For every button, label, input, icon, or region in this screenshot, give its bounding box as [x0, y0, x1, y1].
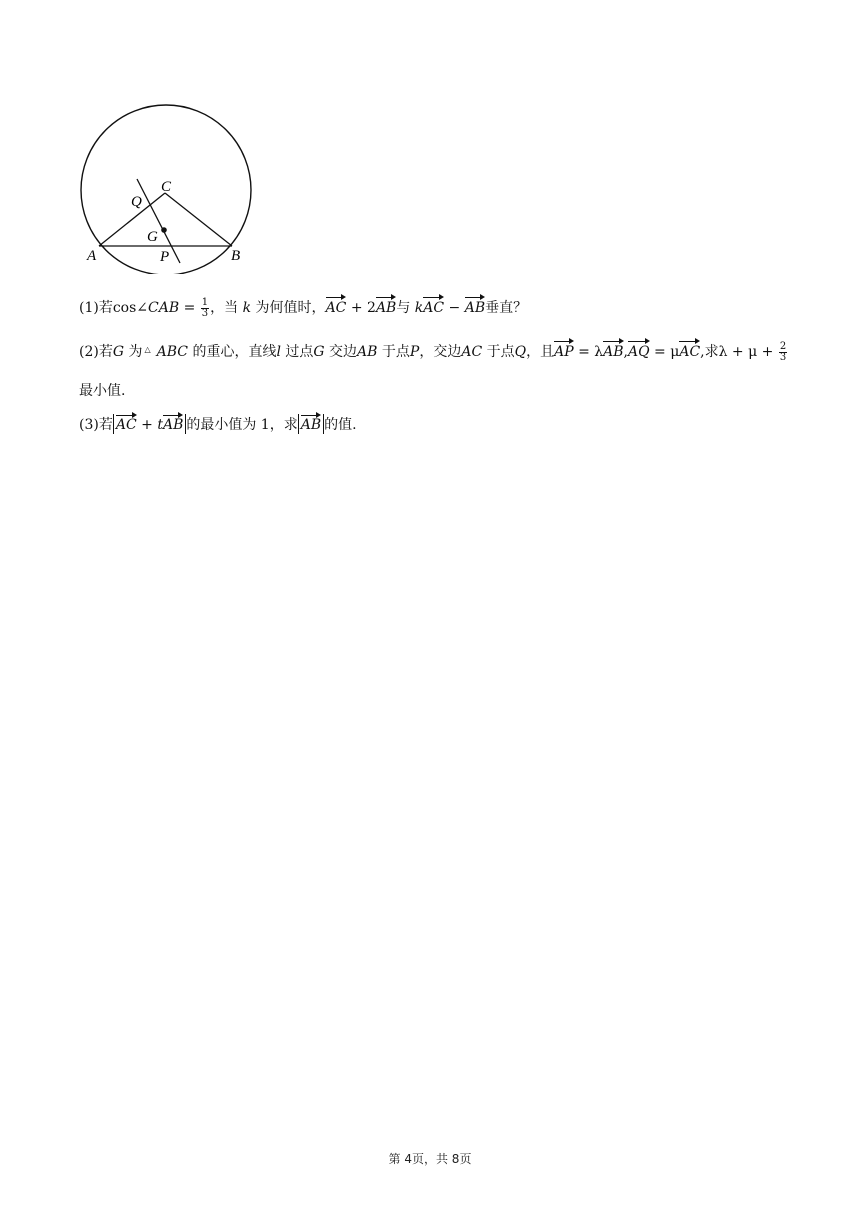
- vector-ac: AC: [116, 414, 137, 434]
- label-p: P: [160, 249, 170, 265]
- q1-plus: + 2: [346, 300, 376, 316]
- q3-plus: +: [136, 417, 158, 433]
- q2-t5: ，交边: [419, 344, 462, 360]
- q1-mid2: 为何值时，: [251, 300, 326, 316]
- question-3: [79, 414, 357, 435]
- q2-l: l: [276, 344, 281, 360]
- q2-p: P: [409, 344, 420, 360]
- q1-frac-num: 1: [201, 296, 209, 308]
- q1-frac-den: 3: [201, 307, 209, 319]
- q2-comma: ,: [623, 344, 628, 360]
- q3-abs-1: [113, 414, 187, 434]
- vector-ap: AP: [554, 340, 574, 362]
- q2-frac-num: 2: [779, 340, 787, 352]
- triangle-symbol: △: [144, 345, 151, 354]
- label-q: Q: [131, 194, 142, 210]
- segment-cb: [165, 193, 232, 246]
- vector-ab: AB: [163, 414, 183, 434]
- vector-ab: AB: [603, 340, 623, 362]
- q2-t2: 过点: [280, 344, 314, 360]
- vector-ac: AC: [326, 296, 347, 318]
- question-2-line-2: 最小值.: [79, 383, 126, 399]
- q3-prefix: (3)若: [79, 417, 113, 433]
- q3-t1: 的最小值为 1，求: [186, 417, 298, 433]
- geometry-figure: [74, 104, 258, 274]
- q2-t4: 于点: [377, 344, 410, 360]
- q1-minus: −: [444, 300, 465, 316]
- q2-g2: G: [313, 344, 325, 360]
- q2-abc: ABC: [156, 344, 189, 360]
- vector-ab: AB: [301, 414, 321, 434]
- q2-t7: ，且: [526, 344, 555, 360]
- q1-mid: ，当: [210, 300, 243, 316]
- q2-ab: AB: [357, 344, 378, 360]
- question-2: [79, 340, 788, 363]
- label-g: G: [147, 229, 158, 245]
- question-1: [79, 296, 527, 319]
- q2-t6: 于点: [482, 344, 515, 360]
- q1-prefix: (1)若: [79, 300, 113, 316]
- q3-abs-2: [298, 414, 324, 434]
- q2-eq2: = μ: [649, 344, 680, 360]
- centroid-point: [161, 227, 167, 233]
- circle-triangle-diagram: [74, 104, 258, 274]
- q1-fraction: [201, 298, 209, 319]
- label-c: C: [161, 179, 172, 195]
- q1-eq: =: [179, 300, 200, 316]
- vector-aq: AQ: [628, 340, 650, 362]
- q2-eq1: = λ: [573, 344, 604, 360]
- q2-q: Q: [514, 344, 527, 360]
- label-b: B: [231, 248, 241, 264]
- q1-k: k: [242, 300, 252, 316]
- q2-g: G: [112, 344, 125, 360]
- vector-ac: AC: [679, 340, 700, 362]
- line-l: [137, 179, 180, 263]
- q1-cab: CAB: [148, 300, 180, 316]
- vector-ac: AC: [423, 296, 444, 318]
- label-a: A: [87, 248, 97, 264]
- q2-t8: ,求λ + μ +: [700, 344, 778, 360]
- q2-t1: 的重心，直线: [188, 344, 277, 360]
- q2-wei: 为: [124, 344, 143, 360]
- q1-tail: 垂直？: [485, 300, 528, 316]
- q2-fraction: [779, 342, 787, 363]
- q1-cos: cos∠: [112, 300, 149, 316]
- q1-k2: k: [414, 300, 424, 316]
- q2-prefix: (2)若: [79, 344, 113, 360]
- vector-ab: AB: [376, 296, 396, 318]
- q1-yu: 与: [396, 300, 415, 316]
- page-footer: 第 4页，共 8页: [388, 1152, 472, 1166]
- q2-t3: 交边: [324, 344, 358, 360]
- q2-frac-den: 3: [779, 351, 787, 363]
- q3-t: t: [157, 417, 163, 433]
- vector-ab: AB: [465, 296, 485, 318]
- q2-ac: AC: [461, 344, 483, 360]
- q3-t2: 的值.: [324, 417, 357, 433]
